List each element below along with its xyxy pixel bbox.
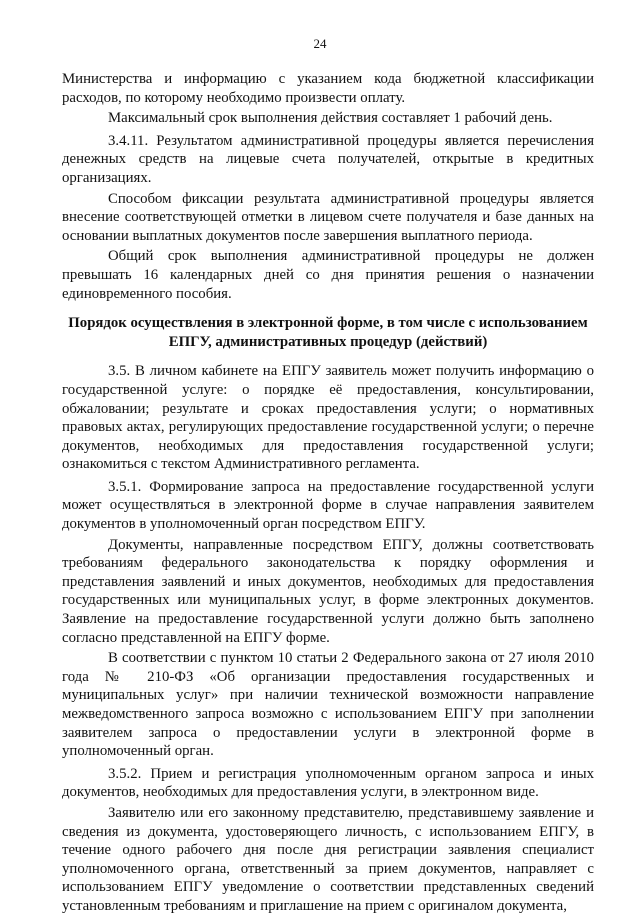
section-heading: Порядок осуществления в электронной форме, в том числе с использованием ЕПГУ, административных процедур (действий) [68, 315, 588, 350]
paragraph: Министерства и информацию с указанием кода бюджетной классификации расходов, по которому необходимо произвести оплату. [62, 71, 594, 106]
paragraph: 3.5. В личном кабинете на ЕПГУ заявитель может получить информацию о государственной услуге: о порядке её предоставления, консультировании, обжаловании; результате и сроках предоставления услуги; о нормативных правовых актах, регулирующих предоставление государственной услуги; о перечне документов, необходимых для предоставления государственной услуги; ознакомиться с текстом Административного регламента. [62, 363, 594, 473]
paragraph: Заявителю или его законному представителю, представившему заявление и сведения из документа, удостоверяющего личность, с использованием ЕПГУ, в течение одного рабочего дня после дня регистрации заявления специалист уполномоченного органа, ответственный за прием документов, направляет с использованием ЕПГУ уведомление о соответствии представленных сведений установленным требованиям и приглашение на прием с оригиналом документа, [62, 804, 594, 914]
page-body [62, 70, 594, 916]
paragraph: Максимальный срок выполнения действия составляет 1 рабочий день. [108, 110, 553, 127]
paragraph: Способом фиксации результата административной процедуры является внесение соответствующей отметки в лицевом счете получателя и базе данных на основании выплатных документов после завершения выплатного периода. [62, 190, 594, 244]
page-number: 24 [313, 36, 327, 51]
paragraph: В соответствии с пунктом 10 статьи 2 Федерального закона от 27 июля 2010 года № 210-ФЗ «Об организации предоставления государственных и муниципальных услуг» при наличии технической возможности направление межведомственного запроса возможно с использованием ЕПГУ при заполнении заявителем запроса о предоставлении услуги в электронной форме в уполномоченный орган. [62, 650, 594, 760]
paragraph: Общий срок выполнения административной процедуры не должен превышать 16 календарных дней со дня принятия решения о назначении единовременного пособия. [62, 248, 594, 302]
paragraph: 3.4.11. Результатом административной процедуры является перечисления денежных средств на лицевые счета получателей, открытые в кредитных организациях. [62, 132, 594, 186]
paragraph: 3.5.2. Прием и регистрация уполномоченным органом запроса и иных документов, необходимых для предоставления услуги, в электронном виде. [62, 765, 594, 801]
paragraph: Документы, направленные посредством ЕПГУ, должны соответствовать требованиям федерального законодательства к порядку оформления и представления заявлений и иных документов, необходимых для предоставления государственных или муниципальных услуг, в форме электронных документов. Заявление на предоставление государственной услуги должно быть заполнено согласно представленной на ЕПГУ форме. [62, 536, 594, 646]
paragraph: 3.5.1. Формирование запроса на предоставление государственной услуги может осуществляться в электронной форме в случае направления заявителем документов в уполномоченный орган посредством ЕПГУ. [62, 478, 594, 533]
